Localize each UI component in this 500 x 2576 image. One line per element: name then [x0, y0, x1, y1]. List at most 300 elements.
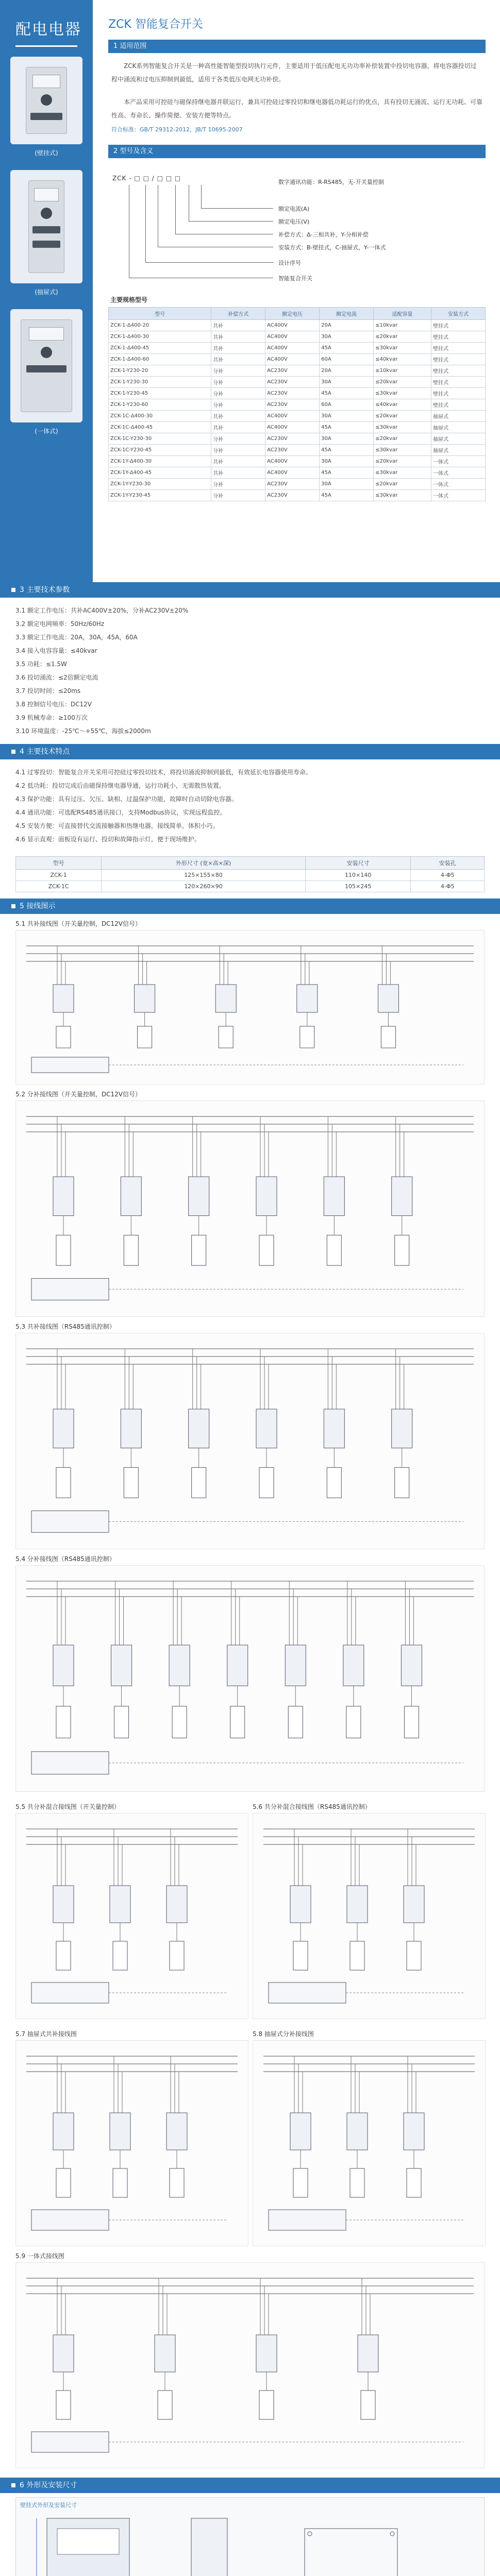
list-item: 4.4 通讯功能：可选配RS485通讯接口，支持Modbus协议，实现远程监控。 — [15, 809, 226, 816]
capacitor-block — [407, 2168, 421, 2197]
table-cell: 壁挂式 — [431, 377, 485, 388]
wiring-diagram-svg — [16, 2041, 248, 2247]
table-row — [109, 354, 486, 365]
capacitor-block — [293, 1941, 308, 1970]
switch-block — [343, 1645, 364, 1686]
model-meaning: 安装方式：B-壁挂式，C-抽屉式，Y-一体式 — [278, 244, 386, 251]
switch-block — [53, 2113, 74, 2150]
table-cell: 壁挂式 — [431, 399, 485, 411]
switch-block — [53, 1645, 74, 1686]
capacitor-block — [56, 1026, 71, 1048]
wiring-diagram-svg — [16, 1333, 484, 1550]
section-wiring-header — [0, 899, 500, 914]
switch-block — [404, 1886, 424, 1923]
capacitor-block — [327, 1235, 341, 1265]
product-caption: (壁挂式) — [35, 149, 58, 157]
device-illustration — [21, 319, 72, 412]
switch-block — [111, 1645, 132, 1686]
switch-block — [404, 2113, 424, 2150]
model-meaning: 智能复合开关 — [278, 275, 312, 282]
selection-table — [108, 307, 486, 501]
switch-block — [169, 1645, 190, 1686]
table-cell: 一体式 — [431, 467, 485, 479]
table-cell: ≤10kvar — [374, 365, 431, 377]
table-cell: 共补 — [211, 354, 265, 365]
wiring-subtitle: 5.7 抽屉式共补接线图 — [15, 2030, 77, 2038]
switch-block — [256, 1409, 277, 1448]
table-cell: 30A — [320, 377, 374, 388]
table-row — [109, 320, 486, 331]
dimension-drawing — [15, 2497, 485, 2576]
capacitor-block — [407, 1941, 421, 1970]
wiring-subtitle: 5.4 分补接线图（RS485通讯控制） — [15, 1555, 115, 1563]
right-column — [93, 0, 500, 582]
table-cell: 分补 — [211, 479, 265, 490]
table-row — [109, 331, 486, 343]
table-cell: 30A — [320, 411, 374, 422]
table-cell: ≤20kvar — [374, 331, 431, 343]
section-title: 3 主要技术参数 — [20, 586, 70, 594]
controller-block — [31, 1278, 109, 1300]
table-cell: ≤20kvar — [374, 433, 431, 445]
selection-table-title: 主要规格型号 — [110, 296, 148, 303]
capacitor-block — [114, 1706, 129, 1738]
table-cell: 105×245 — [305, 881, 410, 892]
table-cell: ≤20kvar — [374, 479, 431, 490]
table-cell: 125×155×80 — [102, 870, 306, 881]
switch-block — [53, 985, 74, 1012]
table-cell: AC230V — [265, 445, 320, 456]
device-illustration — [28, 180, 64, 273]
table-cell: ZCK-1-Δ400-45 — [109, 343, 211, 354]
table-cell: 45A — [320, 343, 374, 354]
table-row — [109, 422, 486, 433]
table-cell: 壁挂式 — [431, 343, 485, 354]
table-cell: 60A — [320, 354, 374, 365]
table-cell: 45A — [320, 467, 374, 479]
table-cell: ZCK-1-Δ400-20 — [109, 320, 211, 331]
table-header: 适配容量 — [374, 308, 431, 320]
dimension-table — [15, 856, 485, 892]
table-cell: ≤20kvar — [374, 377, 431, 388]
table-cell: 共补 — [211, 343, 265, 354]
switch-block — [189, 1409, 209, 1448]
category-title: 配电电器 — [15, 21, 81, 39]
table-cell: 共补 — [211, 467, 265, 479]
table-cell: AC400V — [265, 467, 320, 479]
table-cell: 抽屉式 — [431, 433, 485, 445]
features-list — [0, 759, 500, 852]
section-tech-header — [0, 582, 500, 598]
capacitor-block — [192, 1467, 206, 1498]
table-row — [109, 490, 486, 501]
capacitor-block — [56, 1235, 71, 1265]
table-cell: ZCK-1-Δ400-30 — [109, 331, 211, 343]
capacitor-block — [56, 1706, 71, 1738]
capacitor-block — [124, 1467, 138, 1498]
list-item: 3.2 额定电网频率：50Hz/60Hz — [15, 620, 105, 628]
model-code-diagram — [108, 162, 486, 291]
switch-block — [256, 1177, 277, 1216]
table-row — [16, 881, 485, 892]
table-cell: ≤30kvar — [374, 422, 431, 433]
table-cell: 110×140 — [305, 870, 410, 881]
model-meaning: 额定电压(V) — [278, 218, 310, 225]
table-cell: AC230V — [265, 377, 320, 388]
capacitor-block — [124, 1235, 138, 1265]
model-meaning: 额定电流(A) — [278, 206, 310, 212]
table-cell: 共补 — [211, 411, 265, 422]
wiring-diagram-svg — [16, 2263, 484, 2469]
list-item: 3.7 投切时间：≤20ms — [15, 687, 81, 694]
wiring-subtitle: 5.2 分补接线图（开关量控制，DC12V信号） — [15, 1091, 141, 1098]
table-cell: AC400V — [265, 320, 320, 331]
capacitor-block — [113, 1941, 127, 1970]
switch-block — [135, 985, 155, 1012]
wiring-diagram-svg — [253, 2041, 485, 2247]
table-cell: 分补 — [211, 433, 265, 445]
capacitor-block — [138, 1026, 152, 1048]
controller-block — [31, 2210, 109, 2230]
list-item: 4.5 安装方便：可直接替代交流接触器和热继电器，接线简单，体积小巧。 — [15, 822, 219, 829]
wiring-subtitle: 5.8 抽屉式分补接线图 — [253, 2030, 314, 2038]
table-cell: AC400V — [265, 411, 320, 422]
wiring-half — [253, 1797, 486, 2019]
switch-block — [121, 1409, 141, 1448]
switch-block — [110, 2113, 130, 2150]
table-cell: 分补 — [211, 365, 265, 377]
wiring-diagram-svg — [16, 1101, 484, 1317]
table-cell: AC400V — [265, 343, 320, 354]
table-cell: ≤30kvar — [374, 445, 431, 456]
table-cell: 120×260×90 — [102, 881, 306, 892]
table-cell: 壁挂式 — [431, 354, 485, 365]
table-header: 额定电压 — [265, 308, 320, 320]
table-row — [109, 343, 486, 354]
capacitor-block — [259, 1467, 274, 1498]
table-cell: 分补 — [211, 445, 265, 456]
switch-block — [121, 1177, 141, 1216]
capacitor-block — [259, 1235, 274, 1265]
product-image-wall — [10, 57, 82, 144]
list-item: 3.1 额定工作电压：共补AC400V±20%，分补AC230V±20% — [15, 607, 189, 614]
switch-block — [53, 1409, 74, 1448]
table-cell: AC230V — [265, 399, 320, 411]
table-header: 安装孔 — [411, 857, 485, 870]
section-title: 6 外形及安装尺寸 — [20, 2481, 77, 2489]
list-item: 3.3 额定工作电流：20A，30A，45A，60A — [15, 634, 138, 641]
switch-block — [392, 1177, 412, 1216]
table-header: 外形尺寸 (宽×高×深) — [102, 857, 306, 870]
list-item: 4.3 保护功能：具有过压、欠压、缺相、过温保护功能，故障时自动切除电容器。 — [15, 795, 238, 803]
wiring-half — [15, 2024, 248, 2246]
table-header: 型号 — [16, 857, 102, 870]
table-cell: 共补 — [211, 456, 265, 467]
table-cell: 抽屉式 — [431, 445, 485, 456]
switch-block — [53, 2335, 74, 2372]
table-cell: 4-Φ5 — [411, 870, 485, 881]
capacitor-block — [56, 1941, 71, 1970]
capacitor-block — [346, 1706, 361, 1738]
table-cell: 20A — [320, 365, 374, 377]
table-cell: 共补 — [211, 320, 265, 331]
table-cell: 30A — [320, 479, 374, 490]
table-cell: ZCK-1Y-Y230-30 — [109, 479, 211, 490]
device-illustration — [26, 67, 67, 134]
switch-block — [401, 1645, 422, 1686]
product-title: ZCK 智能复合开关 — [108, 18, 203, 31]
wiring-diagram — [15, 1813, 248, 2019]
model-code: ZCK - □ □ / □ □ □ — [112, 175, 181, 182]
switch-block — [110, 1886, 130, 1923]
table-cell: 分补 — [211, 490, 265, 501]
list-item: 4.1 过零投切：智能复合开关采用可控硅过零投切技术，将投切涌流抑制到最低，有效延长电容器使用寿命。 — [15, 769, 312, 776]
list-item: 3.10 环境温度：-25℃～+55℃，海拔≤2000m — [15, 727, 151, 735]
table-cell: ZCK-1C-Δ400-45 — [109, 422, 211, 433]
capacitor-block — [361, 2391, 375, 2419]
table-cell: 60A — [320, 399, 374, 411]
table-header: 型号 — [109, 308, 211, 320]
dimension-svg — [16, 2498, 484, 2576]
wiring-diagram-svg — [16, 930, 484, 1085]
list-item: 3.6 投切涌流：≤2倍额定电流 — [15, 674, 98, 681]
table-cell: AC230V — [265, 433, 320, 445]
table-cell: ≤30kvar — [374, 343, 431, 354]
capacitor-block — [350, 1941, 364, 1970]
table-cell: AC230V — [265, 388, 320, 399]
overview-para-1: ZCK系列智能复合开关是一种高性能智能型投切执行元件，主要适用于低压配电无功功率补偿装置中投切电容器，将电容器投切过程中涌流和过电压抑制到最低，适用于各类低压电网无功补偿。 — [111, 62, 477, 83]
table-cell: ZCK-1-Y230-30 — [109, 377, 211, 388]
switch-block — [53, 1886, 74, 1923]
capacitor-block — [219, 1026, 233, 1048]
capacitor-block — [288, 1706, 303, 1738]
switch-block — [378, 985, 398, 1012]
capacitor-block — [113, 2168, 127, 2197]
table-cell: 壁挂式 — [431, 365, 485, 377]
table-cell: 4-Φ5 — [411, 881, 485, 892]
controller-block — [269, 1982, 346, 2003]
table-cell: 分补 — [211, 399, 265, 411]
capacitor-block — [259, 2391, 274, 2419]
capacitor-block — [350, 2168, 364, 2197]
capacitor-block — [56, 1467, 71, 1498]
dimension-table-wrap — [0, 856, 500, 899]
switch-block — [347, 2113, 368, 2150]
wiring-subtitle: 5.6 共分补混合接线图（RS485通讯控制） — [253, 1803, 371, 1810]
table-cell: ZCK-1Y-Δ400-45 — [109, 467, 211, 479]
switch-block — [166, 2113, 187, 2150]
panel-window — [57, 2529, 119, 2554]
table-header: 安装尺寸 — [305, 857, 410, 870]
table-row — [16, 870, 485, 881]
capacitor-block — [56, 2168, 71, 2197]
table-cell: ≤30kvar — [374, 490, 431, 501]
capacitor-block — [192, 1235, 206, 1265]
table-row — [109, 479, 486, 490]
table-row — [109, 365, 486, 377]
wiring-pair-row — [15, 1797, 485, 2019]
capacitor-block — [300, 1026, 314, 1048]
wiring-diagram — [253, 1813, 486, 2019]
mounting-hole — [308, 2532, 312, 2536]
table-cell: 分补 — [211, 388, 265, 399]
left-column — [0, 0, 93, 582]
table-cell: 一体式 — [431, 456, 485, 467]
model-meaning: 数字通讯功能：R-RS485，无-开关量控制 — [278, 179, 384, 185]
table-cell: AC400V — [265, 422, 320, 433]
wiring-subtitle: 5.9 一体式接线图 — [15, 2252, 64, 2260]
wiring-diagram — [15, 2262, 485, 2468]
title-divider — [15, 45, 77, 47]
capacitor-block — [395, 1467, 409, 1498]
tech-params-list — [0, 598, 500, 744]
capacitor-block — [170, 1941, 184, 1970]
table-cell: ZCK-1Y-Y230-45 — [109, 490, 211, 501]
capacitor-block — [395, 1235, 409, 1265]
table-cell: ≤40kvar — [374, 354, 431, 365]
switch-block — [290, 1886, 311, 1923]
section-features-header — [0, 744, 500, 759]
wiring-subtitle: 5.5 共分补混合接线图（开关量控制） — [15, 1803, 120, 1810]
table-cell: 30A — [320, 456, 374, 467]
overview-para-2: 本产品采用可控硅与磁保持继电器并联运行，兼具可控硅过零投切和继电器低功耗运行的优点，具有投切无涌流、运行无功耗、可靠性高、寿命长、操作简便、安装方便等特点。 — [111, 98, 483, 119]
wiring-diagram — [15, 2040, 248, 2246]
product-image-integrated — [10, 309, 82, 422]
mounting-hole — [390, 2532, 394, 2536]
table-cell: 30A — [320, 331, 374, 343]
table-cell: ≤20kvar — [374, 411, 431, 422]
dimension-label: 壁挂式外形及安装尺寸 — [20, 2502, 77, 2509]
capacitor-block — [172, 1706, 187, 1738]
table-row — [109, 467, 486, 479]
table-cell: 45A — [320, 490, 374, 501]
table-cell: 45A — [320, 445, 374, 456]
wiring-diagram — [15, 1333, 485, 1549]
capacitor-block — [158, 2391, 172, 2419]
table-cell: ZCK-1-Y230-60 — [109, 399, 211, 411]
table-cell: ZCK-1Y-Δ400-30 — [109, 456, 211, 467]
capacitor-block — [381, 1026, 395, 1048]
product-caption: (抽屉式) — [35, 289, 58, 296]
table-cell: 共补 — [211, 422, 265, 433]
table-cell: AC400V — [265, 331, 320, 343]
table-cell: 分补 — [211, 377, 265, 388]
list-item: 3.4 接入电容容量：≤40kvar — [15, 647, 97, 654]
switch-block — [392, 1409, 412, 1448]
table-header: 补偿方式 — [211, 308, 265, 320]
list-item: 4.2 低功耗：投切完成后由磁保持继电器导通，运行功耗小，无需散热装置。 — [15, 782, 225, 789]
table-cell: ZCK-1-Δ400-60 — [109, 354, 211, 365]
table-cell: ZCK-1C — [16, 881, 102, 892]
switch-block — [358, 2335, 378, 2372]
table-cell: AC400V — [265, 456, 320, 467]
list-item: 4.6 显示直观：面板设有运行、投切和故障指示灯，便于现场维护。 — [15, 836, 201, 843]
table-cell: 45A — [320, 388, 374, 399]
list-item: 3.5 功耗：≤1.5W — [15, 660, 67, 668]
section-title: 4 主要技术特点 — [20, 748, 70, 756]
table-cell: ZCK-1C-Δ400-30 — [109, 411, 211, 422]
section-dimensions-header — [0, 2478, 500, 2493]
product-caption: (一体式) — [35, 428, 58, 435]
table-row — [109, 433, 486, 445]
switch-block — [285, 1645, 306, 1686]
controller-block — [31, 1982, 109, 2003]
selection-table-body — [109, 320, 486, 501]
switch-block — [227, 1645, 248, 1686]
table-cell: ZCK-1C-Y230-30 — [109, 433, 211, 445]
section-model-header: 2 型号及含义 — [108, 145, 486, 158]
switch-block — [256, 2335, 277, 2372]
wiring-subtitle: 5.1 共补接线图（开关量控制，DC12V信号） — [15, 920, 141, 927]
controller-block — [269, 2210, 346, 2230]
table-header: 安装方式 — [431, 308, 485, 320]
wiring-diagram — [15, 1565, 485, 1792]
wiring-diagram-svg — [253, 1814, 485, 2020]
switch-block — [189, 1177, 209, 1216]
table-cell: AC230V — [265, 479, 320, 490]
capacitor-block — [327, 1467, 341, 1498]
section-title: 5 接线图示 — [20, 902, 56, 910]
model-meaning: 设计序号 — [278, 260, 301, 266]
table-row — [109, 377, 486, 388]
wiring-diagram — [15, 930, 485, 1084]
switch-block — [347, 1886, 368, 1923]
table-cell: ≤20kvar — [374, 456, 431, 467]
table-row — [109, 399, 486, 411]
table-header: 额定电流 — [320, 308, 374, 320]
controller-block — [31, 1057, 109, 1073]
switch-block — [290, 2113, 311, 2150]
table-cell: ≤10kvar — [374, 320, 431, 331]
wiring-half — [15, 1797, 248, 2019]
table-cell: 抽屉式 — [431, 411, 485, 422]
table-row — [109, 445, 486, 456]
table-header-row — [109, 308, 486, 320]
capacitor-block — [56, 2391, 71, 2419]
switch-block — [324, 1409, 344, 1448]
table-cell: 壁挂式 — [431, 388, 485, 399]
table-row — [109, 388, 486, 399]
switch-block — [215, 985, 236, 1012]
table-cell: 共补 — [211, 331, 265, 343]
list-item: 3.8 控制信号电压：DC12V — [15, 701, 92, 708]
mounting-view — [305, 2529, 397, 2576]
switch-block — [324, 1177, 344, 1216]
capacitor-block — [170, 2168, 184, 2197]
table-cell: ≤30kvar — [374, 388, 431, 399]
wiring-pair-row — [15, 2024, 485, 2246]
table-cell: 30A — [320, 433, 374, 445]
controller-block — [31, 2432, 109, 2452]
section-overview-header: 1 适用范围 — [108, 40, 486, 53]
table-cell: 一体式 — [431, 490, 485, 501]
wiring-subtitle: 5.3 共补接线图（RS485通讯控制） — [15, 1323, 115, 1330]
switch-block — [155, 2335, 175, 2372]
table-cell: ZCK-1 — [16, 870, 102, 881]
controller-block — [31, 1752, 109, 1774]
wiring-diagram-svg — [16, 1566, 484, 1792]
table-cell: 抽屉式 — [431, 422, 485, 433]
table-row — [109, 456, 486, 467]
table-row — [109, 411, 486, 422]
standard-note: 符合标准：GB/T 29312-2012，JB/T 10695-2007 — [111, 126, 243, 133]
list-item: 3.9 机械寿命：≥100万次 — [15, 714, 88, 721]
switch-block — [166, 1886, 187, 1923]
product-image-drawer — [10, 170, 82, 283]
switch-block — [297, 985, 318, 1012]
table-cell: 壁挂式 — [431, 331, 485, 343]
top-section — [0, 0, 500, 582]
